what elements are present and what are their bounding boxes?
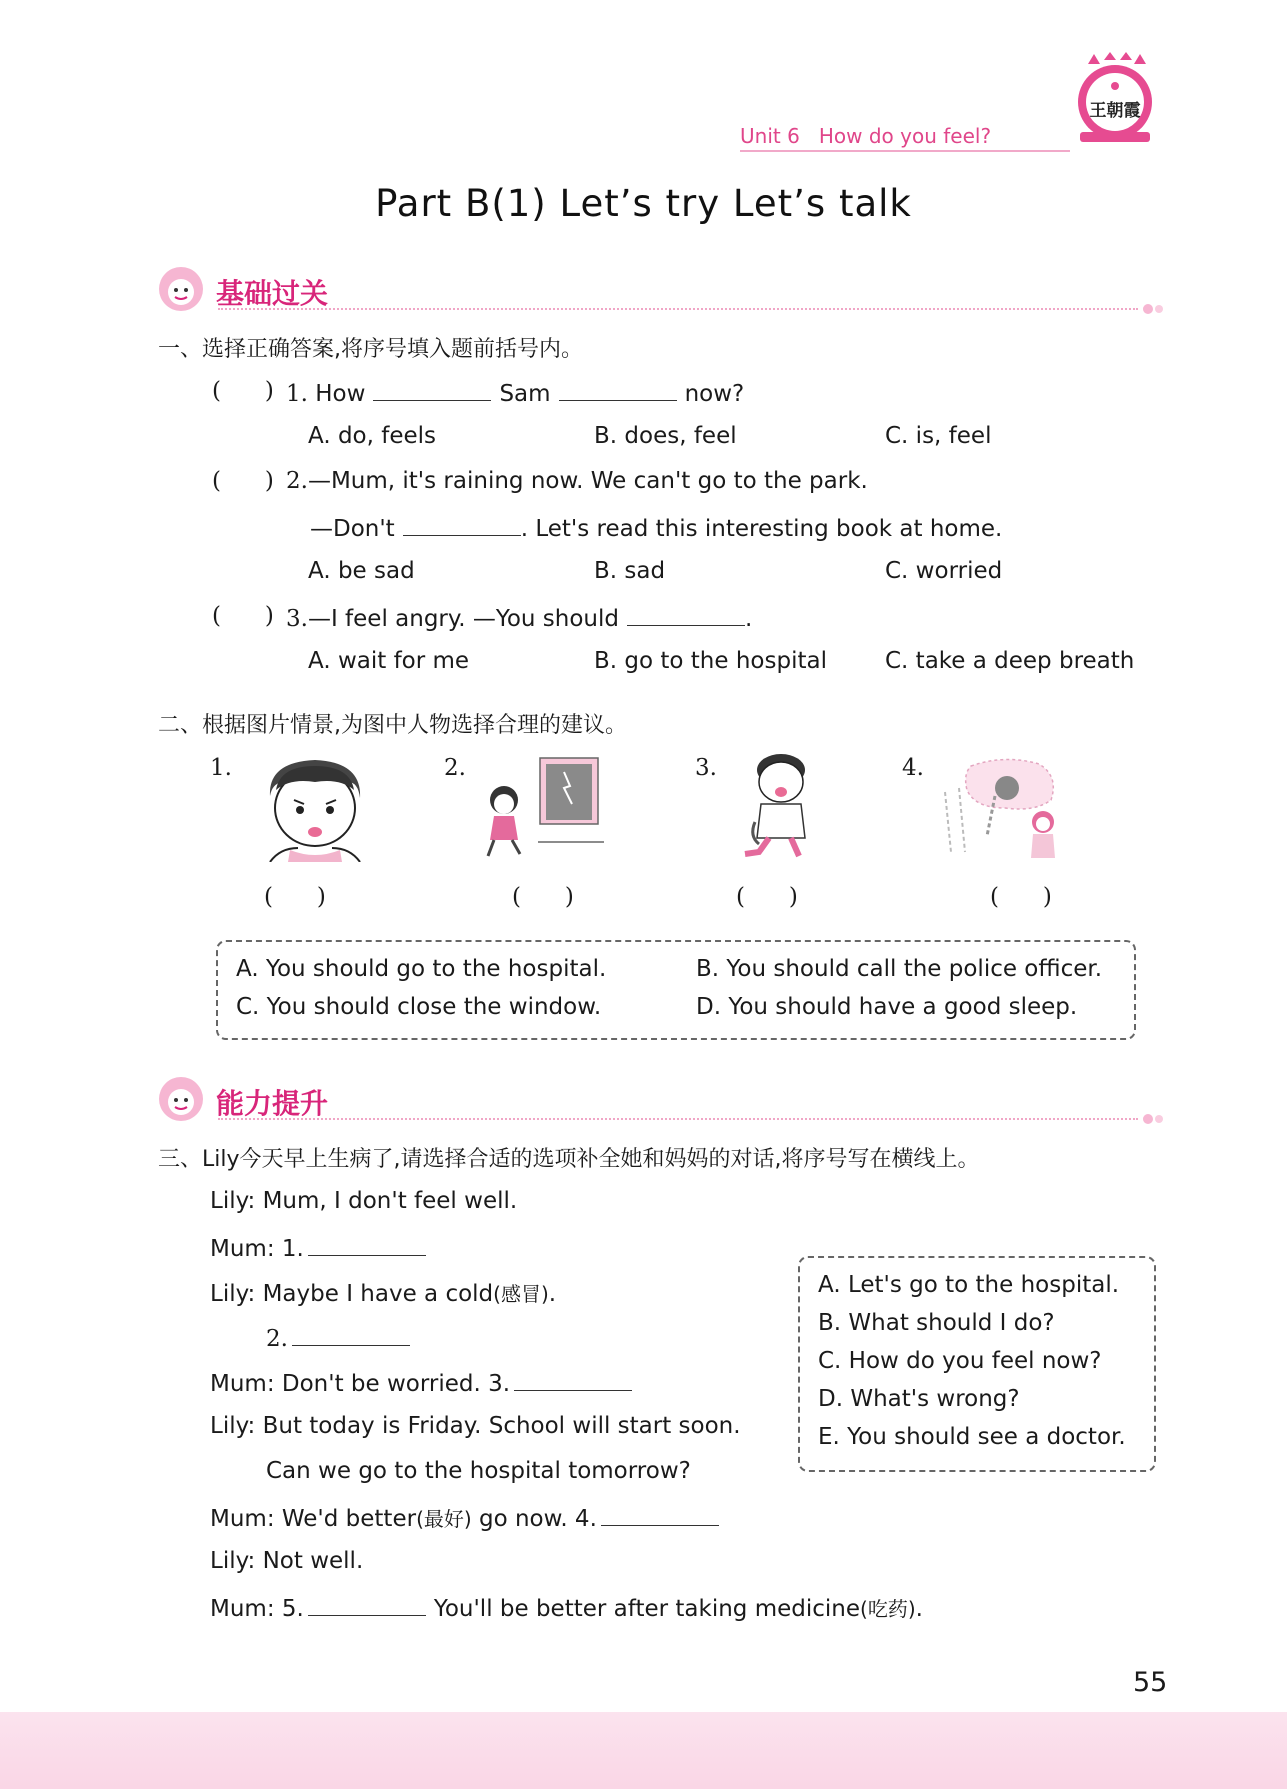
boy-mascot-icon	[158, 1076, 204, 1122]
q2-line2-end: . Let's read this interesting book at home.	[520, 516, 1003, 542]
dialogue-line-2	[210, 1233, 434, 1262]
sad-boy-face-icon	[250, 752, 380, 862]
dots-ornament-icon	[1142, 1110, 1166, 1128]
section-basic-heading	[158, 266, 1168, 314]
dialogue-blank-2[interactable]	[292, 1323, 410, 1346]
q2-line2	[310, 513, 1002, 542]
q1-part2: Sam	[499, 381, 551, 407]
ex3-instruction: 三、Lily今天早上生病了,请选择合适的选项补全她和妈妈的对话,将序号写在横线上。	[158, 1147, 980, 1172]
dialogue-line-10	[210, 1593, 923, 1622]
dialogue-line-3	[210, 1278, 556, 1307]
dialogue-line-8-gloss: (最好)	[416, 1507, 472, 1531]
dialogue-blank-4[interactable]	[601, 1503, 719, 1526]
q2-number: 2.	[286, 468, 308, 494]
girl-mascot-icon	[158, 266, 204, 312]
ex3-options-box	[798, 1256, 1156, 1472]
unit-label: Unit 6	[740, 124, 800, 148]
ex2-option-c: C. You should close the window.	[236, 994, 602, 1020]
answer-paren-q1[interactable]: ( )	[212, 378, 274, 404]
picture-4-number: 4.	[902, 755, 924, 781]
q3-line1-end: .	[744, 606, 753, 632]
ex2-option-a: A. You should go to the hospital.	[236, 956, 607, 982]
dialogue-line-3-gloss: (感冒)	[493, 1282, 549, 1306]
dialogue-line-2-text: Mum: 1.	[210, 1236, 304, 1262]
footer-band	[0, 1712, 1287, 1789]
q2-option-a: A. be sad	[308, 558, 415, 584]
dialogue-line-10-end: .	[915, 1596, 923, 1622]
picture-3-number: 3.	[695, 755, 717, 781]
section-improve-label: 能力提升	[216, 1087, 329, 1120]
q1-blank-1[interactable]	[373, 378, 491, 401]
page-number: 55	[1133, 1667, 1168, 1698]
ex1-instruction: 一、选择正确答案,将序号填入题前括号内。	[158, 337, 583, 362]
child-running-to-window-icon	[480, 752, 610, 862]
dialogue-line-3-text: Lily: Maybe I have a cold	[210, 1281, 494, 1307]
q2-line2-start: —Don't	[310, 516, 395, 542]
q3-option-b: B. go to the hospital	[594, 648, 827, 674]
question-2	[286, 468, 868, 494]
q3-option-a: A. wait for me	[308, 648, 470, 674]
ex3-option-a: A. Let's go to the hospital.	[818, 1272, 1120, 1298]
dialogue-line-8-end: go now. 4.	[471, 1506, 597, 1532]
picture-3-answer[interactable]: ( )	[736, 884, 798, 910]
q2-option-b: B. sad	[594, 558, 666, 584]
running-header	[740, 124, 991, 148]
brand-logo	[1074, 52, 1156, 144]
q1-option-c: C. is, feel	[885, 423, 992, 449]
q1-number: 1.	[286, 381, 308, 407]
q3-line1: —I feel angry. —You should	[307, 606, 619, 632]
dialogue-blank-1[interactable]	[308, 1233, 426, 1256]
ex3-option-d: D. What's wrong?	[818, 1386, 1020, 1412]
dialogue-line-4-text: 2.	[266, 1326, 288, 1352]
dialogue-line-7: Can we go to the hospital tomorrow?	[266, 1458, 691, 1484]
dialogue-line-8-text: Mum: We'd better	[210, 1506, 417, 1532]
q1-part3: now?	[684, 381, 745, 407]
q3-number: 3.	[286, 606, 308, 632]
question-3	[286, 603, 752, 632]
header-rule	[740, 150, 1070, 152]
dialogue-blank-3[interactable]	[514, 1368, 632, 1391]
dots-ornament-icon	[1142, 300, 1166, 318]
ex2-option-d: D. You should have a good sleep.	[696, 994, 1078, 1020]
ex3-option-e: E. You should see a doctor.	[818, 1424, 1126, 1450]
dialogue-line-8	[210, 1503, 727, 1532]
page-title: Part B(1) Let’s try Let’s talk	[375, 182, 912, 225]
section-basic-label: 基础过关	[216, 277, 329, 310]
picture-4-answer[interactable]: ( )	[990, 884, 1052, 910]
question-1	[286, 378, 744, 407]
section-improve-heading	[158, 1076, 1168, 1124]
dialogue-line-6: Lily: But today is Friday. School will start soon.	[210, 1413, 741, 1439]
q3-blank[interactable]	[627, 603, 745, 626]
q1-option-a: A. do, feels	[308, 423, 437, 449]
dialogue-line-5	[210, 1368, 640, 1397]
q2-option-c: C. worried	[885, 558, 1003, 584]
picture-2-answer[interactable]: ( )	[512, 884, 574, 910]
logo-text: 王朝霞	[1089, 101, 1141, 121]
ex3-option-c: C. How do you feel now?	[818, 1348, 1102, 1374]
q1-blank-2[interactable]	[559, 378, 677, 401]
picture-1-number: 1.	[210, 755, 232, 781]
dialogue-line-9: Lily: Not well.	[210, 1548, 364, 1574]
ex2-option-b: B. You should call the police officer.	[696, 956, 1103, 982]
q3-option-c: C. take a deep breath	[885, 648, 1135, 674]
dialogue-line-1: Lily: Mum, I don't feel well.	[210, 1188, 518, 1214]
picture-2-number: 2.	[444, 755, 466, 781]
dialogue-line-10-text: Mum: 5.	[210, 1596, 304, 1622]
q2-blank[interactable]	[403, 513, 521, 536]
thief-taking-purse-icon	[935, 752, 1065, 862]
dialogue-blank-5[interactable]	[308, 1593, 426, 1616]
answer-paren-q2[interactable]: ( )	[212, 468, 274, 494]
ex2-options-box	[216, 940, 1136, 1040]
q1-option-b: B. does, feel	[594, 423, 737, 449]
dialogue-line-10-gloss: (吃药)	[860, 1597, 916, 1621]
dialogue-line-5-text: Mum: Don't be worried. 3.	[210, 1371, 511, 1397]
answer-paren-q3[interactable]: ( )	[212, 603, 274, 629]
q2-line1: —Mum, it's raining now. We can't go to the park.	[307, 468, 868, 494]
dialogue-line-10-rest: You'll be better after taking medicine	[433, 1596, 861, 1622]
q1-part1: How	[315, 381, 366, 407]
picture-1-answer[interactable]: ( )	[264, 884, 326, 910]
section-divider	[218, 1118, 1138, 1120]
section-divider	[218, 308, 1138, 310]
hurt-boy-holding-leg-icon	[725, 752, 855, 862]
unit-title: How do you feel?	[818, 124, 992, 148]
ex3-option-b: B. What should I do?	[818, 1310, 1055, 1336]
dialogue-line-4	[266, 1323, 418, 1352]
ex2-instruction: 二、根据图片情景,为图中人物选择合理的建议。	[158, 713, 627, 738]
dialogue-line-3-end: .	[548, 1281, 557, 1307]
